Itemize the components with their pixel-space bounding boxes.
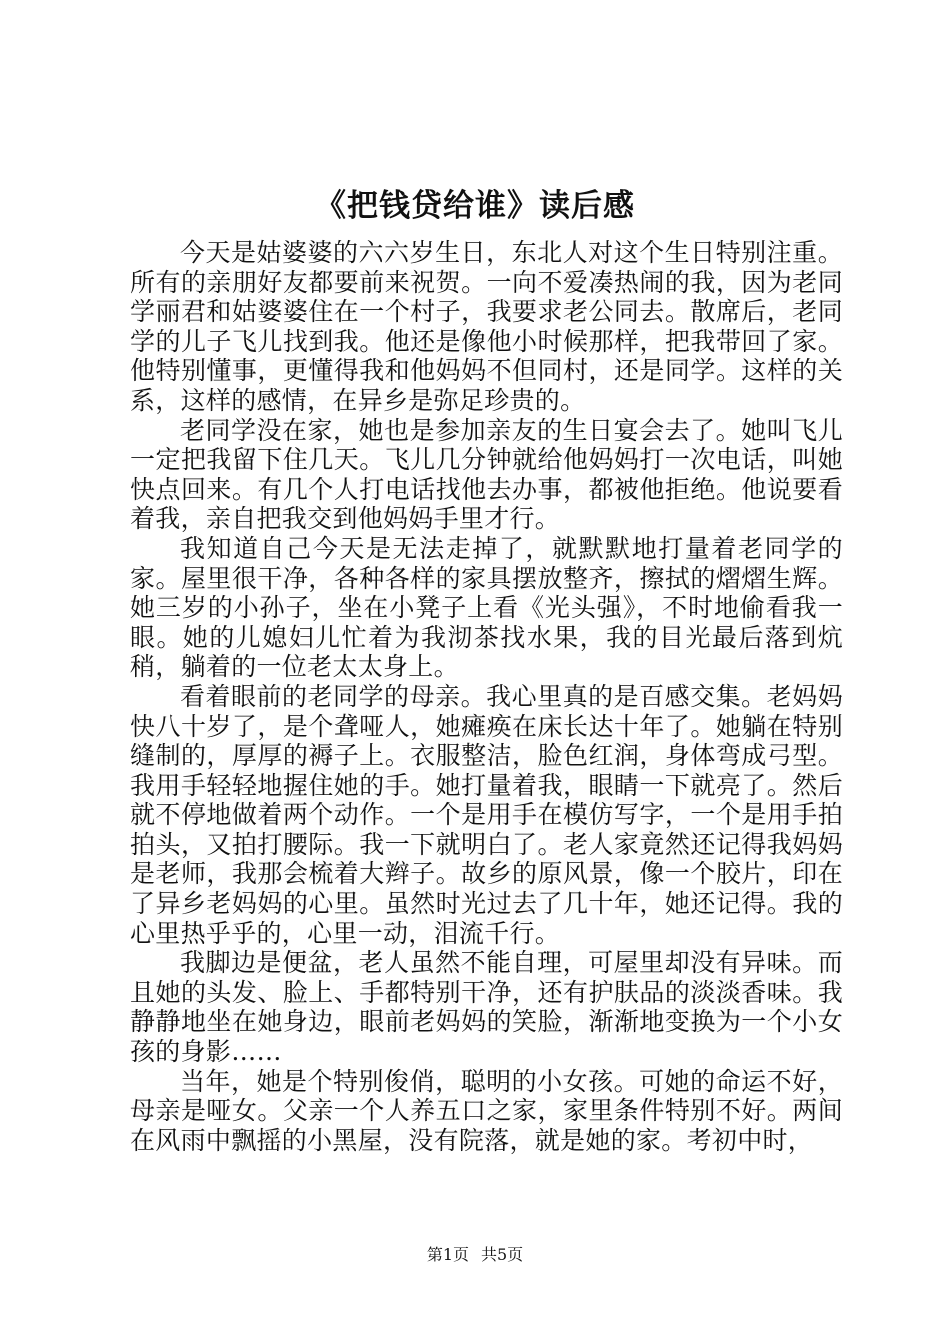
paragraph-5: 我脚边是便盆，老人虽然不能自理，可屋里却没有异味。而且她的头发、脸上、手都特别干净，还有护肤品的淡淡香味。我静静地坐在她身边，眼前老妈妈的笑脸，渐渐地变换为一个小女孩的身影…… (130, 948, 843, 1067)
page-footer (0, 1245, 950, 1265)
page-number: 第1页 (426, 1245, 469, 1264)
document-body (130, 238, 843, 1155)
paragraph-3: 我知道自己今天是无法走掉了，就默默地打量着老同学的家。屋里很干净，各种各样的家具摆放整齐，擦拭的熠熠生辉。她三岁的小孙子，坐在小凳子上看《光头强》，不时地偷看我一眼。她的儿媳妇儿忙着为我沏茶找水果，我的目光最后落到炕稍，躺着的一位老太太身上。 (130, 533, 843, 682)
paragraph-2: 老同学没在家，她也是参加亲友的生日宴会去了。她叫飞儿一定把我留下住几天。飞儿几分钟就给他妈妈打一次电话，叫她快点回来。有几个人打电话找他去办事，都被他拒绝。他说要看着我，亲自把我交到他妈妈手里才行。 (130, 415, 843, 534)
paragraph-6: 当年，她是个特别俊俏，聪明的小女孩。可她的命运不好，母亲是哑女。父亲一个人养五口之家，家里条件特别不好。两间在风雨中飘摇的小黑屋，没有院落，就是她的家。考初中时， (130, 1066, 843, 1155)
paragraph-1: 今天是姑婆婆的六六岁生日，东北人对这个生日特别注重。所有的亲朋好友都要前来祝贺。一向不爱凑热闹的我，因为老同学丽君和姑婆婆住在一个村子，我要求老公同去。散席后，老同学的儿子飞儿找到我。他还是像他小时候那样，把我带回了家。他特别懂事，更懂得我和他妈妈不但同村，还是同学。这样的关系，这样的感情，在异乡是弥足珍贵的。 (130, 238, 843, 415)
page-total: 共5页 (481, 1245, 524, 1264)
paragraph-4: 看着眼前的老同学的母亲。我心里真的是百感交集。老妈妈快八十岁了，是个聋哑人，她瘫痪在床长达十年了。她躺在特别缝制的，厚厚的褥子上。衣服整洁，脸色红润，身体弯成弓型。我用手轻轻地握住她的手。她打量着我，眼睛一下就亮了。然后就不停地做着两个动作。一个是用手在模仿写字，一个是用手拍拍头，又拍打腰际。我一下就明白了。老人家竟然还记得我妈妈是老师，我那会梳着大辫子。故乡的原风景，像一个胶片，印在了异乡老妈妈的心里。虽然时光过去了几十年，她还记得。我的心里热乎乎的，心里一动，泪流千行。 (130, 681, 843, 948)
document-title: 《把钱贷给谁》读后感 (315, 188, 635, 224)
